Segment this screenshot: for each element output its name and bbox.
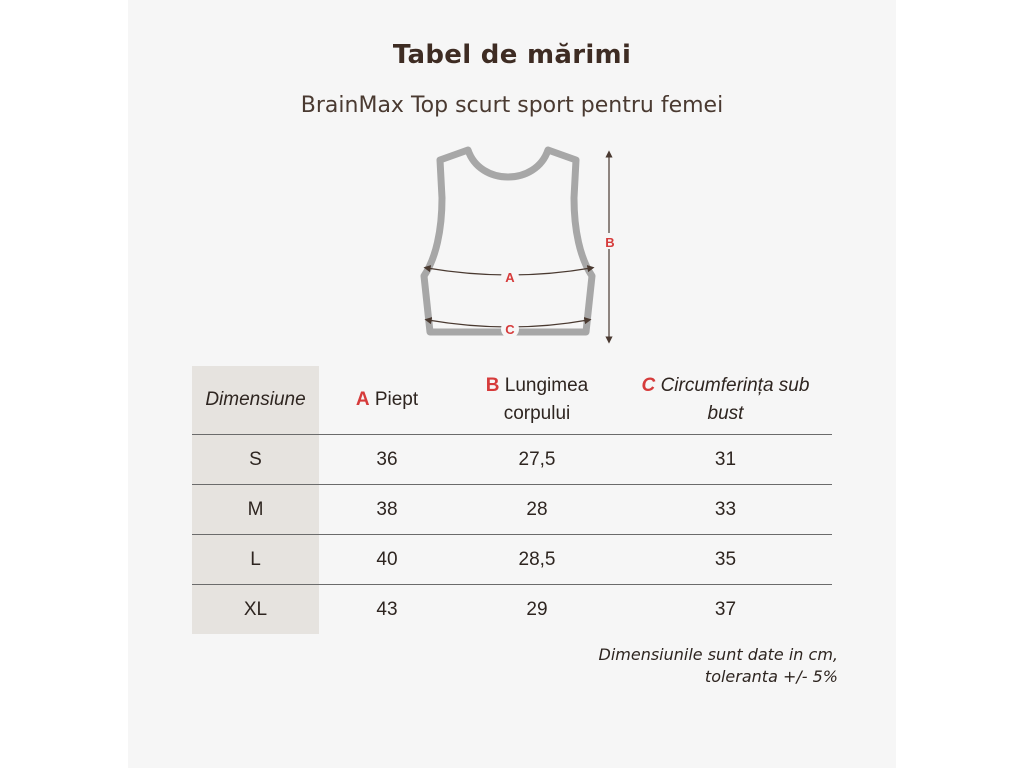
table-row [192,435,832,485]
header-chest [319,366,455,435]
chest-cell: 40 [319,535,455,585]
chest-cell: 43 [319,585,455,635]
page-title: Tabel de mărimi [392,40,632,70]
header-body-length-line2: corpului [503,403,571,424]
size-cell: S [192,435,319,485]
size-table [192,366,832,634]
chest-cell: 36 [319,435,455,485]
label-c: C [505,322,515,337]
header-chest-letter: A [355,389,370,410]
size-cell: M [192,485,319,535]
header-underbust-line1: Circumferința sub [660,375,810,396]
garment-diagram [408,140,628,350]
chest-cell: 38 [319,485,455,535]
underbust-cell: 37 [619,585,832,635]
body-length-cell: 29 [455,585,619,635]
label-a: A [505,270,515,285]
crop-top-outline [424,150,592,332]
header-underbust-letter: C [641,375,656,396]
body-length-cell: 28 [455,485,619,535]
body-length-cell: 27,5 [455,435,619,485]
header-body-length [455,366,619,435]
header-body-length-letter: B [485,375,500,396]
measurement-note-line2: toleranta +/- 5% [704,667,838,686]
underbust-cell: 31 [619,435,832,485]
header-underbust-line2: bust [707,403,744,424]
table-header-row [192,366,832,435]
measurement-note [599,644,839,688]
header-chest-label: Piept [374,389,419,410]
measurement-note-line1: Dimensiunile sunt date in cm, [598,645,838,664]
underbust-cell: 33 [619,485,832,535]
body-length-cell: 28,5 [455,535,619,585]
table-row [192,485,832,535]
product-subtitle: BrainMax Top scurt sport pentru femei [300,93,724,118]
header-body-length-line1: Lungimea [504,375,589,396]
header-underbust [619,366,832,435]
underbust-cell: 35 [619,535,832,585]
size-cell: XL [192,585,319,635]
header-dimension: Dimensiune [192,366,319,435]
table-row [192,585,832,635]
table-row [192,535,832,585]
label-b: B [605,235,615,250]
size-cell: L [192,535,319,585]
size-chart-card [128,0,896,768]
